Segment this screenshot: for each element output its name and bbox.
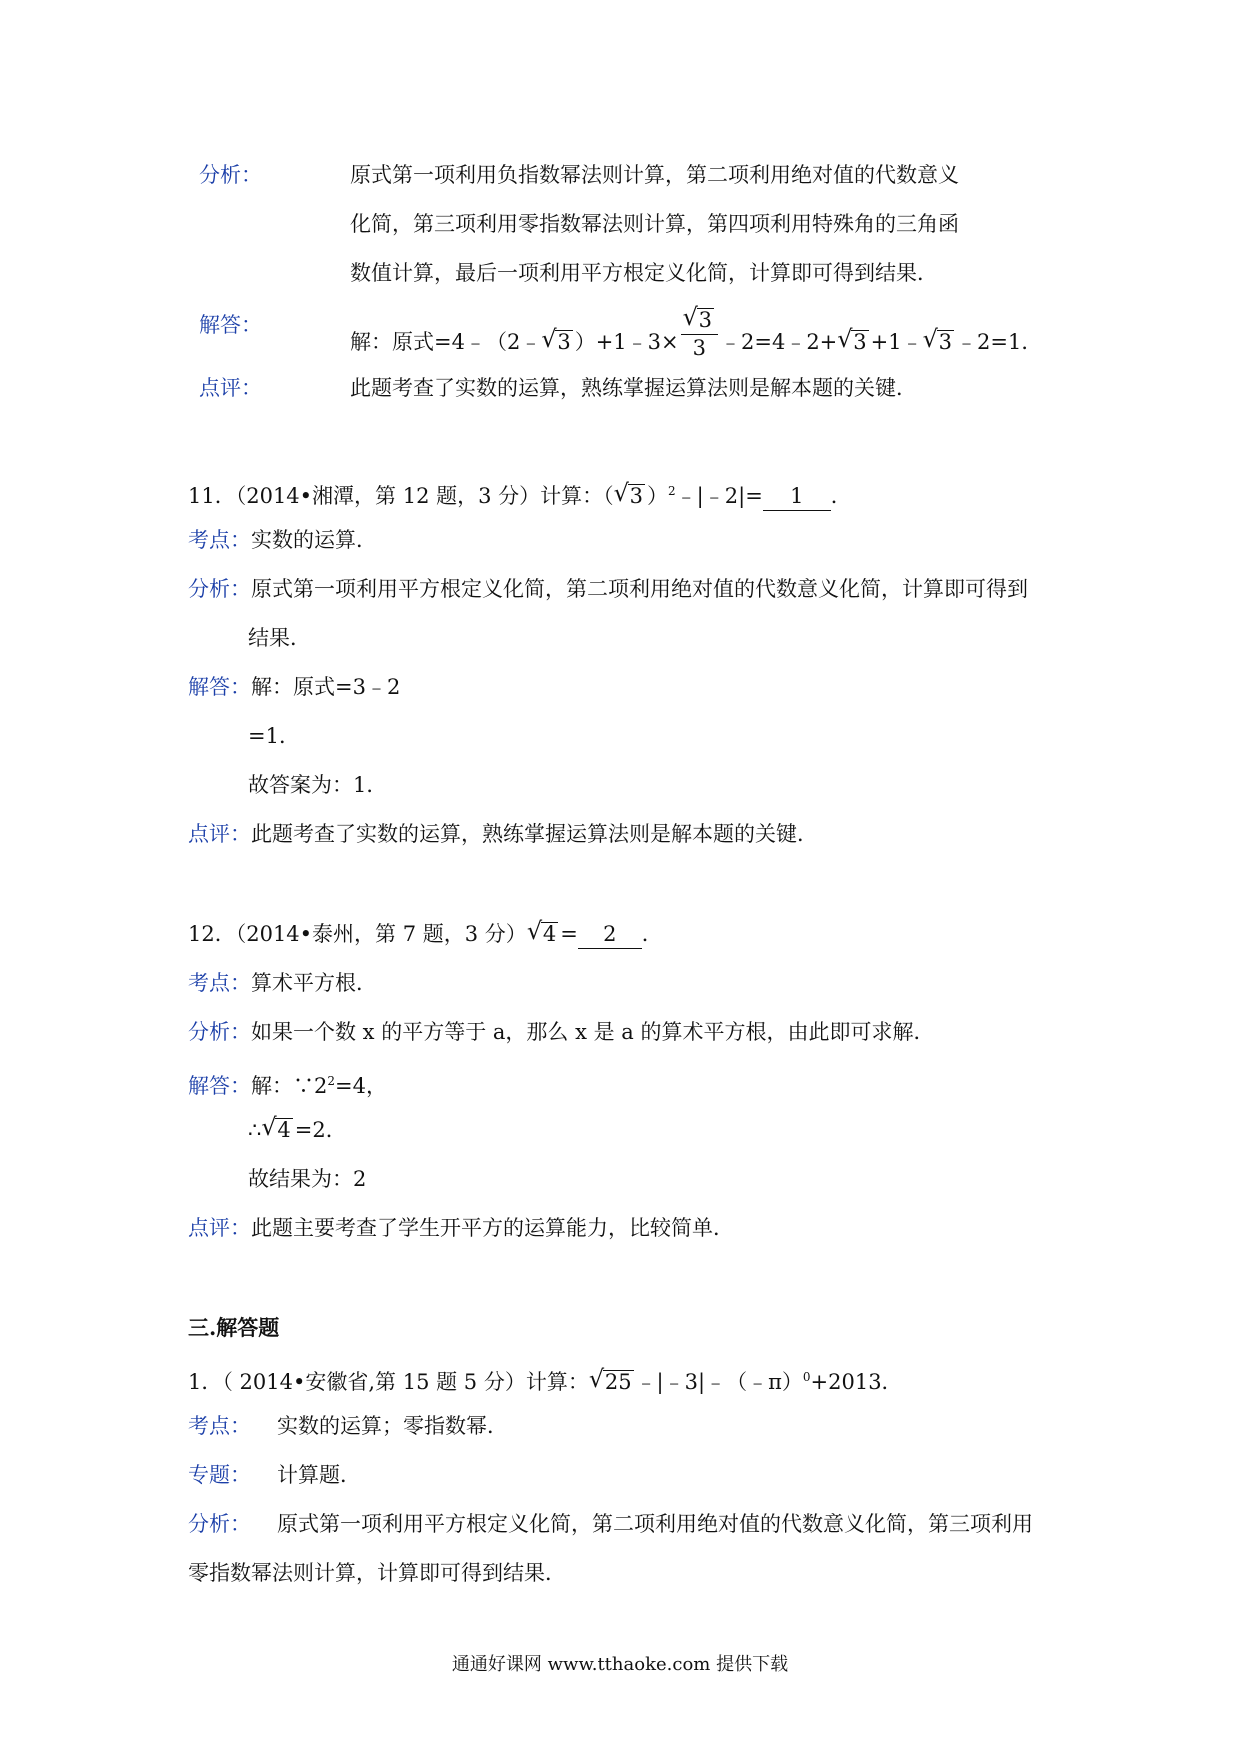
q12-jieda-3: 故结果为：2 [248, 1167, 367, 1191]
sqrt-3-c: √ 3 [923, 328, 954, 356]
section3-fenxi-2: 零指数幂法则计算，计算即可得到结果． [188, 1561, 566, 1585]
top-analysis-line-1: 原式第一项利用负指数幂法则计算，第二项利用绝对值的代数意义 [350, 163, 959, 187]
section3-q1-header: 1．（ 2014•安徽省,第 15 题 5 分）计算：√ 25 ﹣|﹣3|﹣（﹣π）$^0$+2013． [188, 1363, 903, 1396]
q11-fenxi-2: 结果． [248, 626, 311, 650]
top-analysis-line-3: 数值计算，最后一项利用平方根定义化简，计算即可得到结果． [350, 261, 938, 285]
section3-sqrt-25: √ 25 [589, 1368, 634, 1396]
fraction-sqrt3-over-3: √ $\frac{3}{3}$ [681, 306, 718, 361]
top-answer-formula [350, 308, 1043, 371]
top-comment-label: 点评： [199, 376, 262, 400]
top-answer-label: 解答： [199, 313, 262, 337]
q12-jieda: 解答：解：$\because 2^2=4$， [188, 1074, 387, 1098]
top-answer-part-a: 解：原式=4﹣（2﹣ [350, 330, 542, 354]
top-comment: 此题考查了实数的运算，熟练掌握运算法则是解本题的关键． [350, 376, 917, 400]
section3-kaodian: 考点： 实数的运算；零指数幂． [188, 1414, 508, 1438]
top-answer-part-b: ）+1﹣3× [574, 330, 679, 354]
top-analysis-line-2: 化简，第三项利用零指数幂法则计算，第四项利用特殊角的三角函 [350, 212, 959, 236]
top-answer-part-d: +1﹣ [870, 330, 923, 354]
q12-answer-blank: 2 [578, 920, 642, 949]
q12-jieda-2: ∴√ 4 =2． [248, 1116, 347, 1144]
q12-kaodian: 考点：算术平方根． [188, 971, 377, 995]
q11-answer-blank: 1 [763, 482, 831, 511]
section3-zhuanti: 专题： 计算题． [188, 1463, 361, 1487]
top-analysis-label: 分析： [199, 163, 262, 187]
top-answer-part-e: ﹣2=1． [956, 330, 1043, 354]
sqrt-3-a: √ 3 [541, 328, 572, 356]
q11-dianping: 点评：此题考查了实数的运算，熟练掌握运算法则是解本题的关键． [188, 822, 818, 846]
top-answer-part-c: ﹣2=4﹣2+ [720, 330, 838, 354]
q12-header: 12．（2014•泰州，第 7 题，3 分）√ 4 = 2 ． [188, 920, 663, 949]
q11-jieda-3: 故答案为：1． [248, 773, 388, 797]
q12-jieda-sqrt: √ 4 [261, 1116, 292, 1144]
q11-fenxi: 分析：原式第一项利用平方根定义化简，第二项利用绝对值的代数意义化简，计算即可得到 [188, 577, 1028, 601]
q11-kaodian: 考点：实数的运算． [188, 528, 377, 552]
q11-jieda-2: =1． [248, 724, 300, 748]
q12-fenxi: 分析：如果一个数 x 的平方等于 a，那么 x 是 a 的算术平方根，由此即可求解． [188, 1020, 935, 1044]
section3-title: 三.解答题 [188, 1315, 280, 1340]
sqrt-3-b: √ 3 [837, 328, 868, 356]
q12-sqrt: √ 4 [527, 920, 558, 948]
q11-sqrt: √ 3 [614, 482, 645, 510]
section3-fenxi: 分析： 原式第一项利用平方根定义化简，第二项利用绝对值的代数意义化简，第三项利用 [188, 1512, 1033, 1536]
q12-dianping: 点评：此题主要考查了学生开平方的运算能力，比较简单． [188, 1216, 734, 1240]
q11-header: 11．（2014•湘潭，第 12 题，3 分）计算：（√ 3 ）$^2$﹣|﹣2|= 1 ． [188, 477, 852, 511]
q11-jieda: 解答：解：原式=3﹣2 [188, 675, 401, 699]
page-footer: 通通好课网 www.tthaoke.com 提供下载 [451, 1654, 789, 1675]
